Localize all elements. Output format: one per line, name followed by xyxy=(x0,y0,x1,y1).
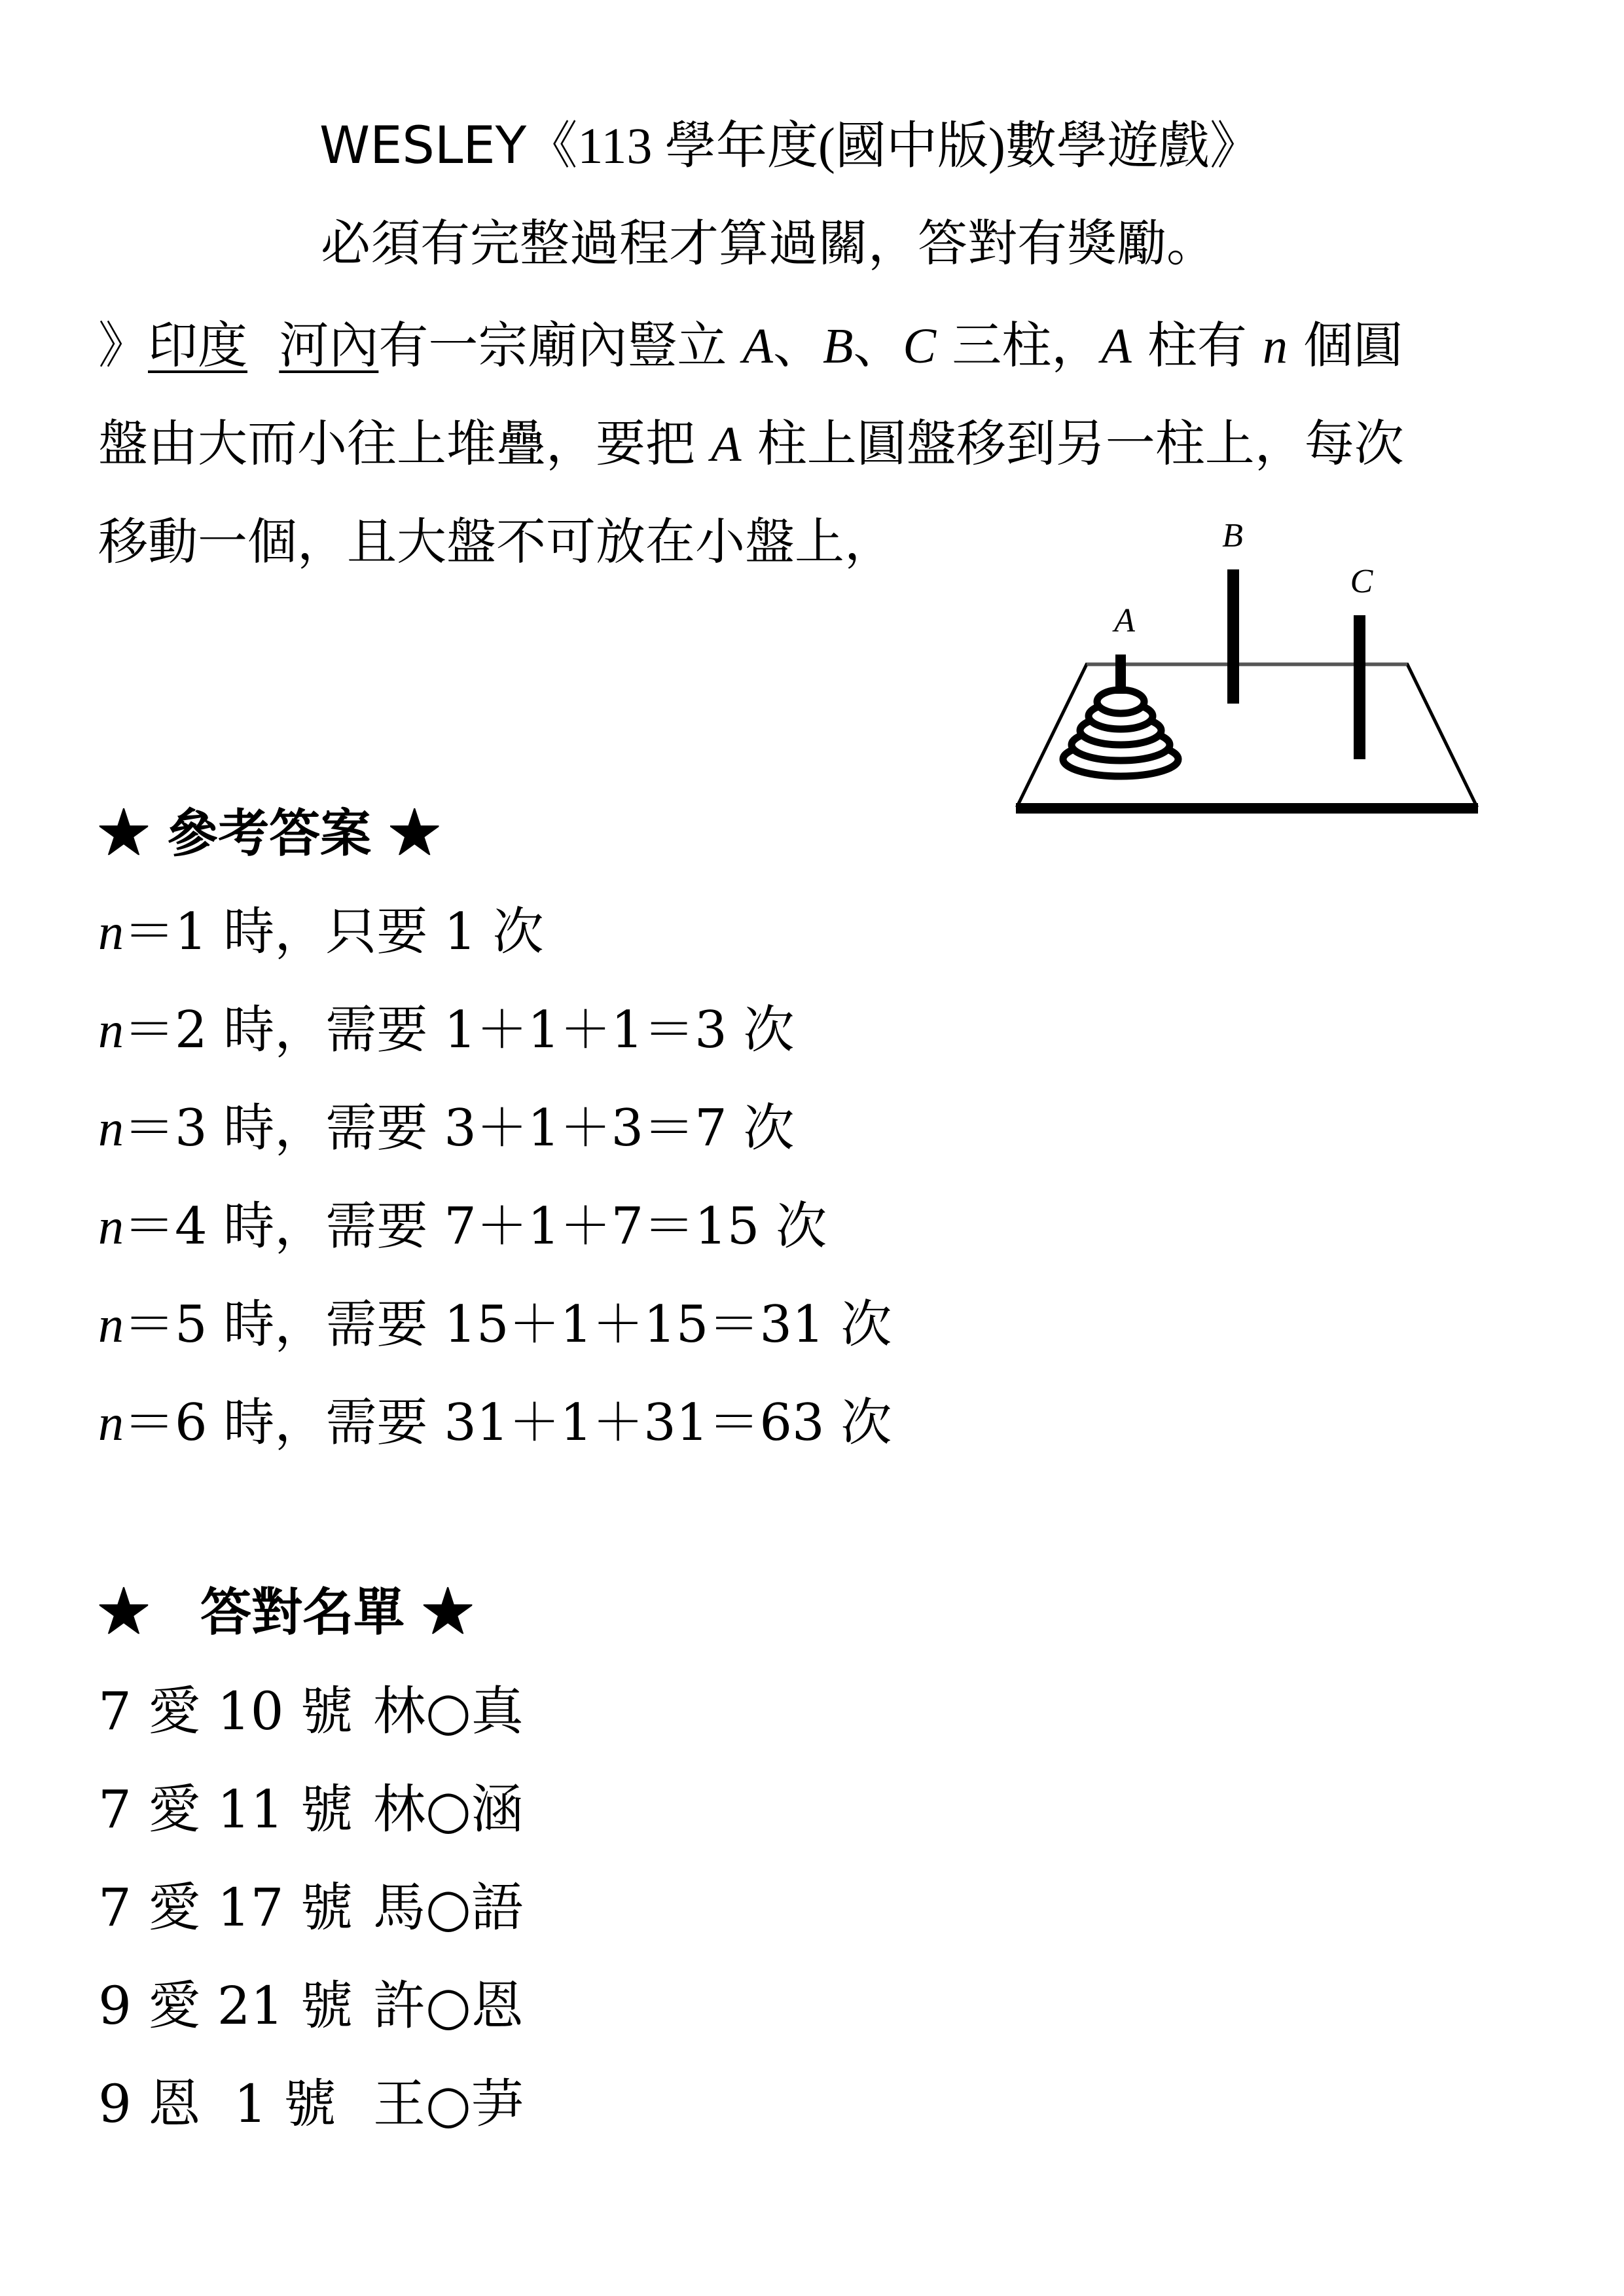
label-a: A xyxy=(1114,602,1135,639)
separator: 、 xyxy=(853,316,903,374)
title-text: 《113 學年度(國中版)數學遊戲》 xyxy=(526,117,1261,174)
problem-text: 柱有 xyxy=(1147,316,1247,374)
problem-text: 盤由大而小往上堆疊，要把 xyxy=(98,414,695,473)
pillar-a-var: A xyxy=(742,319,773,374)
n-var: n xyxy=(98,1001,124,1058)
label-b: B xyxy=(1222,517,1243,554)
answer-row xyxy=(98,1197,827,1256)
problem-line-1 xyxy=(98,316,1403,374)
label-c: C xyxy=(1350,563,1373,600)
pillar-b xyxy=(1227,569,1239,704)
winner-name: 林○真 xyxy=(373,1681,524,1742)
problem-line-3 xyxy=(98,512,894,571)
problem-text: 三柱， xyxy=(952,316,1102,374)
pillar-a xyxy=(1115,655,1126,694)
answer-row xyxy=(98,1393,892,1452)
n-var: n xyxy=(98,1198,124,1255)
winner-name: 林○涵 xyxy=(373,1779,524,1840)
n-var: n xyxy=(98,1100,124,1157)
problem-text: 個圓 xyxy=(1303,316,1403,374)
separator: 、 xyxy=(772,316,823,374)
answer-row xyxy=(98,1001,795,1060)
winner-class-seat: 9 愛 21 號 xyxy=(98,1975,353,2036)
winner-name: 王○芛 xyxy=(373,2073,524,2134)
answer-row xyxy=(98,1099,795,1158)
winner-class-seat: 7 愛 10 號 xyxy=(98,1681,353,1742)
n-var: n xyxy=(98,1394,124,1451)
winner-name: 馬○語 xyxy=(373,1877,524,1938)
winner-row xyxy=(98,2073,524,2134)
answer-row xyxy=(98,903,544,961)
problem-text: 柱上圓盤移到另一柱上，每次 xyxy=(757,414,1404,473)
place-hanoi: 河內 xyxy=(279,316,379,374)
winner-class-seat: 9 恩 1 號 xyxy=(98,2073,336,2134)
winner-row xyxy=(98,1877,524,1938)
answer-text: ＝6 時，需要 31＋1＋31＝63 次 xyxy=(124,1393,892,1452)
winner-class-seat: 7 愛 17 號 xyxy=(98,1877,353,1938)
problem-text: 移動一個，且大盤不可放在小盤上， xyxy=(98,512,894,571)
winners-heading: ★ 答對名單 ★ xyxy=(98,1583,474,1642)
base-board-edge xyxy=(1016,803,1478,814)
n-var: n xyxy=(98,1296,124,1353)
answers-heading: ★ 參考答案 ★ xyxy=(98,804,441,863)
answer-text: ＝3 時，需要 3＋1＋3＝7 次 xyxy=(124,1099,795,1158)
problem-line-2 xyxy=(98,414,1404,473)
brand-name: WESLEY xyxy=(319,117,527,175)
answer-text: ＝5 時，需要 15＋1＋15＝31 次 xyxy=(124,1295,892,1354)
answer-text: ＝1 時，只要 1 次 xyxy=(124,903,544,961)
pillar-a-var: A xyxy=(1101,319,1132,374)
winner-name: 許○恩 xyxy=(373,1975,524,2036)
place-india: 印度 xyxy=(148,316,247,374)
document-title xyxy=(319,117,1261,175)
winner-row xyxy=(98,1681,524,1742)
problem-text: 有一宗廟內豎立 xyxy=(378,316,727,374)
subtitle-text: 必須有完整過程才算過關，答對有獎勵。 xyxy=(321,214,1216,272)
answer-text: ＝4 時，需要 7＋1＋7＝15 次 xyxy=(124,1197,827,1256)
pillar-b-var: B xyxy=(822,319,854,374)
n-var: n xyxy=(1263,319,1288,374)
pillar-c xyxy=(1354,615,1365,759)
pillar-a-var: A xyxy=(711,417,742,472)
pillar-c-var: C xyxy=(903,319,937,374)
problem-marker: 》 xyxy=(98,316,148,374)
tower-of-hanoi-figure xyxy=(1008,517,1492,851)
winner-row xyxy=(98,1779,524,1840)
n-var: n xyxy=(98,903,124,960)
winner-row xyxy=(98,1975,524,2036)
answer-text: ＝2 時，需要 1＋1＋1＝3 次 xyxy=(124,1001,795,1060)
document-subtitle xyxy=(321,214,1216,272)
answer-row xyxy=(98,1295,892,1354)
winner-class-seat: 7 愛 11 號 xyxy=(98,1779,353,1840)
